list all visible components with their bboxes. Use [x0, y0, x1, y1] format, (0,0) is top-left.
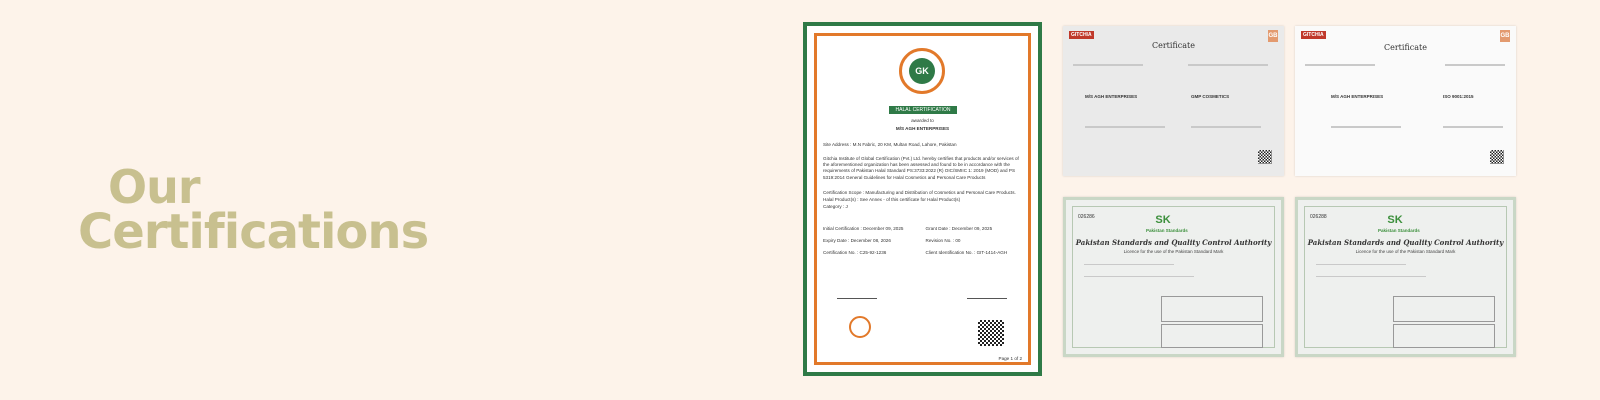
- qr-code-icon: [978, 320, 1004, 346]
- standard-name: ISO 9001:2015: [1443, 94, 1474, 99]
- gitchia-certificate-gmp[interactable]: [1063, 26, 1284, 176]
- revision-no: Revision No. : 00: [925, 238, 961, 243]
- certificate-title: Certificate: [1384, 43, 1427, 52]
- awarded-to: awarded to: [911, 118, 934, 123]
- halal-logo-icon: GK: [899, 48, 945, 94]
- schedule-table: [1393, 296, 1495, 322]
- schedule-table: [1161, 296, 1263, 322]
- psqca-logo-icon: SK: [1387, 214, 1403, 226]
- schedule-table: [1161, 324, 1263, 348]
- halal-products: Halal Product(s) : See Annex - of this certificate for Halal Product(s): [823, 197, 961, 202]
- certificate-body: Gitchia Institute of Global Certification (Pvt.) Ltd. hereby certifies that products and/or services of the aforementioned organization has been assessed and found to be in accordance with the requirements of Pakistan Halal Standard PS:3733:2022 (R) OIC/SMIIC 1: 2019 (MOD) and PS 5319:2014 General Guidelines for Halal Cosmetics and Personal Care Products: [823, 156, 1019, 180]
- text-line: [1445, 64, 1505, 66]
- company-name: M/S AGH ENTERPRISES: [1331, 94, 1384, 99]
- certificate-details: [823, 226, 1028, 262]
- site-address: Site Address : M.N Fabric, 20 KM, Multan Road, Lahore, Pakistan: [823, 142, 957, 147]
- logo-text: Pakistan Standards: [1378, 228, 1420, 233]
- brand-label: GITCHIA: [1071, 32, 1092, 38]
- client-id: Client Identification No. : GIT-1414-AGH: [925, 250, 1008, 255]
- qr-code-icon: [1490, 150, 1504, 164]
- text-line: [1188, 64, 1268, 66]
- company-name: M/S AGH ENTERPRISES: [895, 126, 950, 131]
- text-line: [1316, 276, 1426, 277]
- standard-name: GMP COSMETICS: [1191, 94, 1230, 99]
- text-line: [1084, 276, 1194, 277]
- heading-line-2: Certifications: [78, 203, 429, 260]
- page-number: Page 1 of 2: [998, 356, 1022, 361]
- logo-text: Pakistan Standards: [1146, 228, 1188, 233]
- signature-line-right: [967, 298, 1007, 299]
- brand-label: GITCHIA: [1303, 32, 1324, 38]
- expiry-date: Expiry Date : December 08, 2026: [823, 238, 891, 243]
- text-line: [1084, 264, 1174, 265]
- grant-date: Grant Date : December 09, 2025: [925, 226, 993, 231]
- corner-badge: GB: [1500, 30, 1510, 42]
- signature-line-left: [837, 298, 877, 299]
- seal-icon: [849, 316, 871, 338]
- psqca-licence-2[interactable]: [1295, 197, 1516, 357]
- certification-scope: Certification Scope : Manufacturing and Distribution of Cosmetics and Personal Care Products.: [823, 190, 1016, 195]
- text-line: [1085, 126, 1165, 128]
- company-name: M/S AGH ENTERPRISES: [1085, 94, 1138, 99]
- qr-code-icon: [1258, 150, 1272, 164]
- initial-certification: Initial Certification : December 09, 2025: [823, 226, 904, 231]
- section-heading: [78, 160, 429, 260]
- certificate-title: Certificate: [1152, 41, 1195, 50]
- halal-badge: HALAL CERTIFICATION: [889, 106, 957, 114]
- text-line: [1073, 64, 1143, 66]
- heading-line-1: Our: [108, 160, 200, 214]
- corner-badge: GB: [1268, 30, 1278, 42]
- serial-number: 026286: [1078, 214, 1095, 220]
- psqca-licence-1[interactable]: [1063, 197, 1284, 357]
- text-line: [1331, 126, 1401, 128]
- certification-no: Certification No. : C25-92-1236: [823, 250, 887, 255]
- serial-number: 026288: [1310, 214, 1327, 220]
- text-line: [1316, 264, 1406, 265]
- gitchia-certificate-iso[interactable]: [1295, 26, 1516, 176]
- psqca-logo-icon: SK: [1155, 214, 1171, 226]
- authority-name: Pakistan Standards and Quality Control Authority: [1307, 238, 1504, 247]
- text-line: [1191, 126, 1261, 128]
- licence-subtitle: Licence for the use of the Pakistan Standard Mark: [1123, 249, 1224, 254]
- schedule-table: [1393, 324, 1495, 348]
- licence-subtitle: Licence for the use of the Pakistan Standard Mark: [1355, 249, 1456, 254]
- text-line: [1443, 126, 1503, 128]
- category: Category : J: [823, 204, 848, 209]
- text-line: [1305, 64, 1375, 66]
- halal-certificate[interactable]: [803, 22, 1042, 376]
- authority-name: Pakistan Standards and Quality Control Authority: [1075, 238, 1272, 247]
